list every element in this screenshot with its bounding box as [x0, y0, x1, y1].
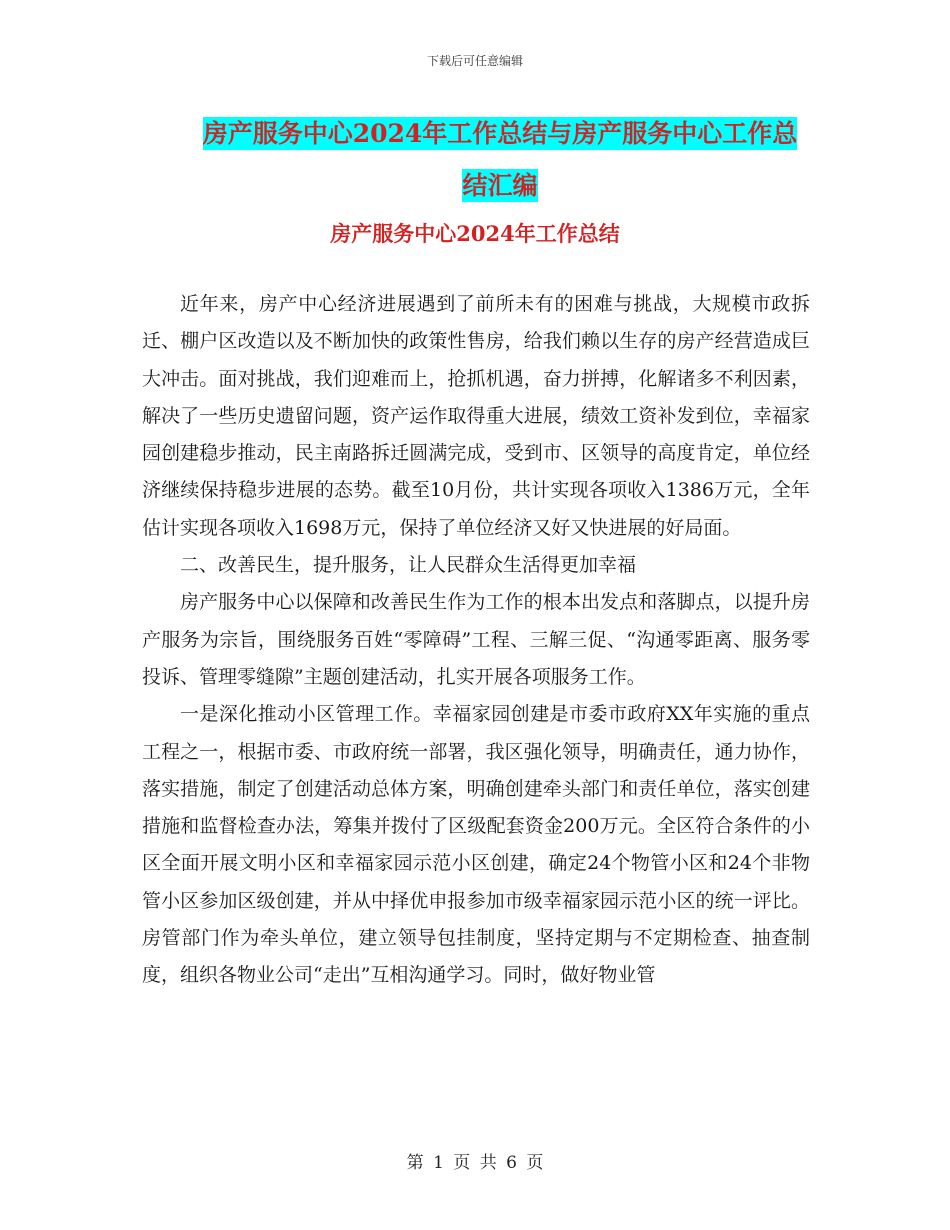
- paragraph-heading: 二、改善民生，提升服务，让人民群众生活得更加幸福: [180, 554, 637, 577]
- document-title: [140, 108, 860, 212]
- document-body: [142, 286, 810, 995]
- paragraph: 一是深化推动小区管理工作。幸福家园创建是市委市政府XX年实施的重点工程之一，根据市委、市政府统一部署，我区强化领导，明确责任，通力协作，落实措施，制定了创建活动总体方案，明确创建牵头部门和责任单位，落实创建措施和监督检查办法，筹集并拨付了区级配套资金200万元。全区符合条件的小区全面开展文明小区和幸福家园示范小区创建，确定24个物管小区和24个非物管小区参加区级创建，并从中择优申报参加市级幸福家园示范小区的统一评比。房管部门作为牵头单位，建立领导包挂制度，坚持定期与不定期检查、抽查制度，组织各物业公司“走出”互相沟通学习。同时，做好物业管: [142, 703, 810, 987]
- document-title-line-2: 结汇编: [462, 171, 538, 200]
- paragraph: 房产服务中心以保障和改善民生作为工作的根本出发点和落脚点，以提升房产服务为宗旨，围绕服务百姓“零障碍”工程、三解三促、“沟通零距离、服务零投诉、管理零缝隙”主题创建活动，扎实开展各项服务工作。: [142, 591, 810, 688]
- paragraph: 近年来，房产中心经济进展遇到了前所未有的困难与挑战，大规模市政拆迁、棚户区改造以及不断加快的政策性售房，给我们赖以生存的房产经营造成巨大冲击。面对挑战，我们迎难而上，抢抓机遇，奋力拼搏，化解诸多不利因素，解决了一些历史遗留问题，资产运作取得重大进展，绩效工资补发到位，幸福家园创建稳步推动，民主南路拆迁圆满完成，受到市、区领导的高度肯定，单位经济继续保持稳步进展的态势。截至10月份，共计实现各项收入1386万元，全年估计实现各项收入1698万元，保持了单位经济又好又快进展的好局面。: [142, 293, 810, 539]
- page-header-note: 下载后可任意编辑: [426, 54, 523, 68]
- document-title-line-1: 房产服务中心2024年工作总结与房产服务中心工作总: [202, 119, 798, 148]
- page-number: 第 1 页 共 6 页: [406, 1153, 544, 1173]
- section-title: 房产服务中心2024年工作总结: [330, 221, 620, 246]
